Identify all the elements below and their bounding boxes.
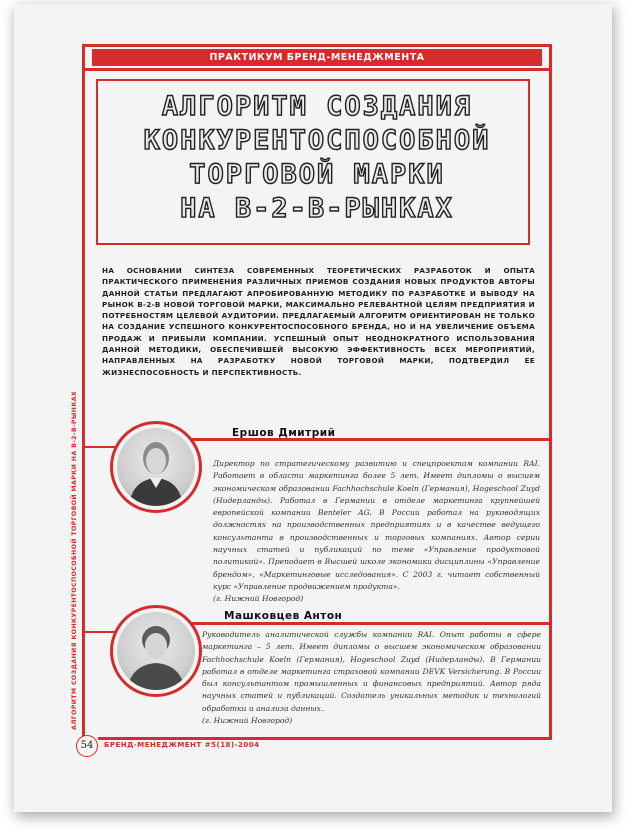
author1-bio-text: Директор по стратегическому развитию и спецпроектам компании RAI. Работает в области маркетинга более 5 лет. Имеет дипломы о высшем экономическом образовании Fachhochschule Koeln (Германия), Hogeschool Zuyd (Нидерланды). Работал в Германии в отделе маркетинга крупнейшей европейской компании Benteler AG. В России работал на руководящих должностях на производственных предприятиях и в качестве ведущего консультанта в производственных и торговых компаниях. Автор серии научных статей и публикаций по теме «Управление продуктовой политикой». Преподает в Высшей школе экономики дисциплины «Управление брендом», «Маркетинговые исследования». С 2003 г. читает собственный курс «Управление продвижением продукта». xyxy=(213,459,540,591)
journal-issue: БРЕНД-МЕНЕДЖМЕНТ #5(18)-2004 xyxy=(104,741,260,749)
author2-bio-text: Руководитель аналитической службы компании RAI. Опыт работы в сфере маркетинга – 5 лет. Имеет дипломы о высшем экономическом образовании Fachhochschule Koeln (Германия), Hogeschool Zuyd (Нидерланды). В Германии работал в отделе маркетинга страховой компании DEVK Versicherung. В России был консультантом промышленных и финансовых предприятий. Автор ряда научных статей и публикаций. Создатель уникальных методик и технологий обработки и анализа данных. xyxy=(202,630,541,713)
author2-portrait-icon xyxy=(117,612,195,690)
author1-name: Ершов Дмитрий xyxy=(232,427,336,439)
author2-city: (г. Нижний Новгород) xyxy=(202,716,293,726)
title-line: НА В-2-В-РЫНКАХ xyxy=(180,193,454,224)
title-line: АЛГОРИТМ СОЗДАНИЯ xyxy=(161,91,473,122)
frame-left-rule xyxy=(82,44,85,738)
frame-top-rule-2 xyxy=(82,68,552,71)
author2-name: Машковцев Антон xyxy=(224,610,343,622)
article-title xyxy=(92,90,542,226)
frame-right-rule xyxy=(549,44,552,738)
article-abstract: НА ОСНОВАНИИ СИНТЕЗА СОВРЕМЕННЫХ ТЕОРЕТИЧЕСКИХ РАЗРАБОТОК И ОПЫТА ПРАКТИЧЕСКОГО ПРИМЕНЕНИЯ РАЗЛИЧНЫХ ПРИЕМОВ СОЗДАНИЯ НОВЫХ ПРОДУКТОВ АВТОРЫ ДАННОЙ СТАТЬИ ПРЕДЛАГАЮТ АПРОБИРОВАННУЮ МЕТОДИКУ ПО РАЗРАБОТКЕ И ВЫВОДУ НА РЫНОК В-2-В НОВОЙ ТОРГОВОЙ МАРКИ, МАКСИМАЛЬНО РЕЛЕВАНТНОЙ ЦЕЛЯМ ПРЕДПРИЯТИЯ И ПОТРЕБНОСТЯМ ЦЕЛЕВОЙ АУДИТОРИИ. ПРЕДЛАГАЕМЫЙ АЛГОРИТМ ОРИЕНТИРОВАН НЕ ТОЛЬКО НА СОЗДАНИЕ УСПЕШНОГО КОНКУРЕНТОСПОСОБНОГО БРЕНДА, НО И НА УВЕЛИЧЕНИЕ ОБЪЕМА ПРОДАЖ И ПРИБЫЛИ КОМПАНИИ. УСПЕШНЫЙ ОПЫТ НЕОДНОКРАТНОГО ИСПОЛЬЗОВАНИЯ ДАННОЙ МЕТОДИКИ, ОБЕСПЕЧИВШЕЙ ВЫСОКУЮ ЭФФЕКТИВНОСТЬ ВСЕХ МЕРОПРИЯТИЙ, НАПРАВЛЕННЫХ НА РАЗРАБОТКУ НОВОЙ ТОРГОВОЙ МАРКИ, ПОДТВЕРДИЛ ЕЕ ЖИЗНЕСПОСОБНОСТЬ И ПЕРСПЕКТИВНОСТЬ. xyxy=(102,266,535,377)
author1-photo xyxy=(117,428,195,506)
author1-city: (г. Нижний Новгород) xyxy=(213,594,304,604)
author1-bio xyxy=(213,458,540,606)
frame-bottom-rule xyxy=(98,737,552,740)
author1-portrait-icon xyxy=(117,428,195,506)
page-number: 54 xyxy=(76,735,98,757)
author1-divider-left xyxy=(82,446,118,448)
section-label: ПРАКТИКУМ БРЕНД-МЕНЕДЖМЕНТА xyxy=(92,49,542,66)
author2-photo xyxy=(117,612,195,690)
title-line: ТОРГОВОЙ МАРКИ xyxy=(189,159,445,190)
author2-divider xyxy=(182,622,550,625)
frame-top-rule xyxy=(82,44,552,47)
vertical-running-title: АЛГОРИТМ СОЗДАНИЯ КОНКУРЕНТОСПОСОБНОЙ ТОРГОВОЙ МАРКИ НА В-2-В-РЫНКАХ xyxy=(71,390,78,730)
author2-bio xyxy=(202,629,541,727)
title-line: КОНКУРЕНТОСПОСОБНОЙ xyxy=(143,125,491,156)
